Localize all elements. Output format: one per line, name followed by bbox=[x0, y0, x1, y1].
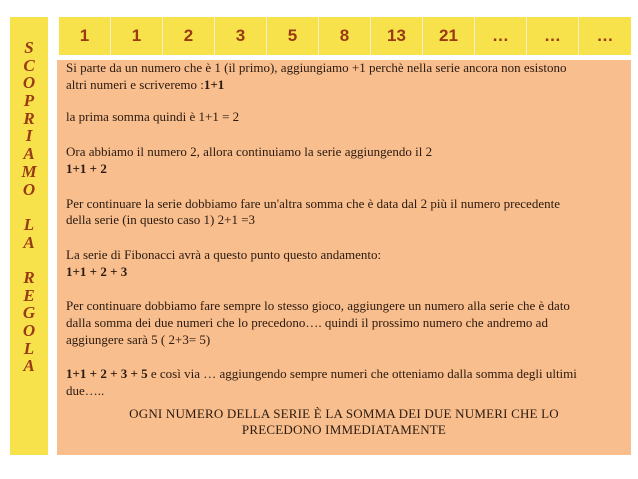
title-letter: C bbox=[23, 55, 35, 75]
paragraph-line: Si parte da un numero che è 1 (il primo), aggiungiamo +1 perchè nella serie ancora non esistono bbox=[66, 60, 567, 75]
formula-bold: 1+1 bbox=[203, 76, 225, 92]
fibonacci-cell: 2 bbox=[163, 17, 215, 55]
fibonacci-cell: 13 bbox=[371, 17, 423, 55]
title-letter: E bbox=[23, 285, 35, 305]
formula-bold: 1+1 + 2 + 3 + 5 bbox=[66, 366, 148, 382]
title-letter: M bbox=[21, 161, 37, 181]
title-letter: O bbox=[22, 179, 36, 199]
title-letter: R bbox=[23, 267, 35, 287]
title-letter: L bbox=[23, 214, 35, 234]
paragraph-text: e così via … aggiungendo sempre numeri che otteniamo dalla somma degli ultimi bbox=[147, 366, 577, 382]
paragraph-line: Per continuare dobbiamo fare sempre lo stesso gioco, aggiungere un numero alla serie che è dato bbox=[66, 298, 570, 314]
paragraph-line: dalla somma dei due numeri che lo precedono…. quindi il prossimo numero che andremo ad bbox=[66, 315, 548, 331]
vertical-title-bar bbox=[10, 17, 48, 455]
title-letter: S bbox=[24, 38, 34, 57]
paragraph-line: Ora abbiamo il numero 2, allora continuiamo la serie aggiungendo il 2 bbox=[66, 144, 433, 160]
explanation-text bbox=[66, 60, 622, 400]
title-letter: L bbox=[23, 338, 35, 358]
fibonacci-cell: 8 bbox=[319, 17, 371, 55]
title-letter: O bbox=[22, 73, 36, 93]
conclusion-line: OGNI NUMERO DELLA SERIE È LA SOMMA DEI DUE NUMERI CHE LO bbox=[129, 406, 559, 421]
formula-bold: 1+1 + 2 + 3 bbox=[66, 263, 128, 279]
paragraph-line: della serie (in questo caso 1) 2+1 =3 bbox=[66, 212, 256, 228]
fibonacci-cell: 3 bbox=[215, 17, 267, 55]
title-letter: R bbox=[23, 108, 35, 128]
fibonacci-cell: 5 bbox=[267, 17, 319, 55]
fibonacci-cell: … bbox=[527, 17, 579, 55]
title-letter: A bbox=[23, 232, 35, 252]
fibonacci-cell: 1 bbox=[59, 17, 111, 55]
conclusion-line: PRECEDONO IMMEDIATAMENTE bbox=[241, 422, 447, 437]
paragraph-line bbox=[66, 77, 622, 94]
fibonacci-cell: … bbox=[475, 17, 527, 55]
explanation-panel bbox=[57, 60, 631, 455]
fibonacci-header-row bbox=[59, 17, 631, 55]
paragraph-line: aggiungere sarà 5 ( 2+3= 5) bbox=[66, 331, 211, 347]
fibonacci-cell: 21 bbox=[423, 17, 475, 55]
title-letter: I bbox=[25, 126, 33, 146]
title-letter: A bbox=[23, 356, 35, 376]
title-letter: O bbox=[22, 321, 36, 340]
paragraph-line: due….. bbox=[66, 383, 105, 399]
conclusion-text bbox=[63, 406, 625, 438]
paragraph-line: la prima somma quindi è 1+1 = 2 bbox=[66, 109, 240, 125]
fibonacci-cell: 1 bbox=[111, 17, 163, 55]
formula-bold: 1+1 + 2 bbox=[66, 160, 107, 176]
title-letter: P bbox=[23, 91, 35, 111]
paragraph-text: altri numeri e scriveremo : bbox=[66, 76, 204, 92]
vertical-title bbox=[10, 39, 48, 375]
fibonacci-cell: … bbox=[596, 26, 614, 45]
paragraph-line: La serie di Fibonacci avrà a questo punto questo andamento: bbox=[66, 246, 382, 262]
paragraph-line: Per continuare la serie dobbiamo fare un'altra somma che è data dal 2 più il numero precedente bbox=[66, 195, 560, 211]
title-letter: G bbox=[22, 303, 36, 323]
title-letter: A bbox=[23, 144, 35, 164]
paragraph-line bbox=[66, 366, 622, 383]
